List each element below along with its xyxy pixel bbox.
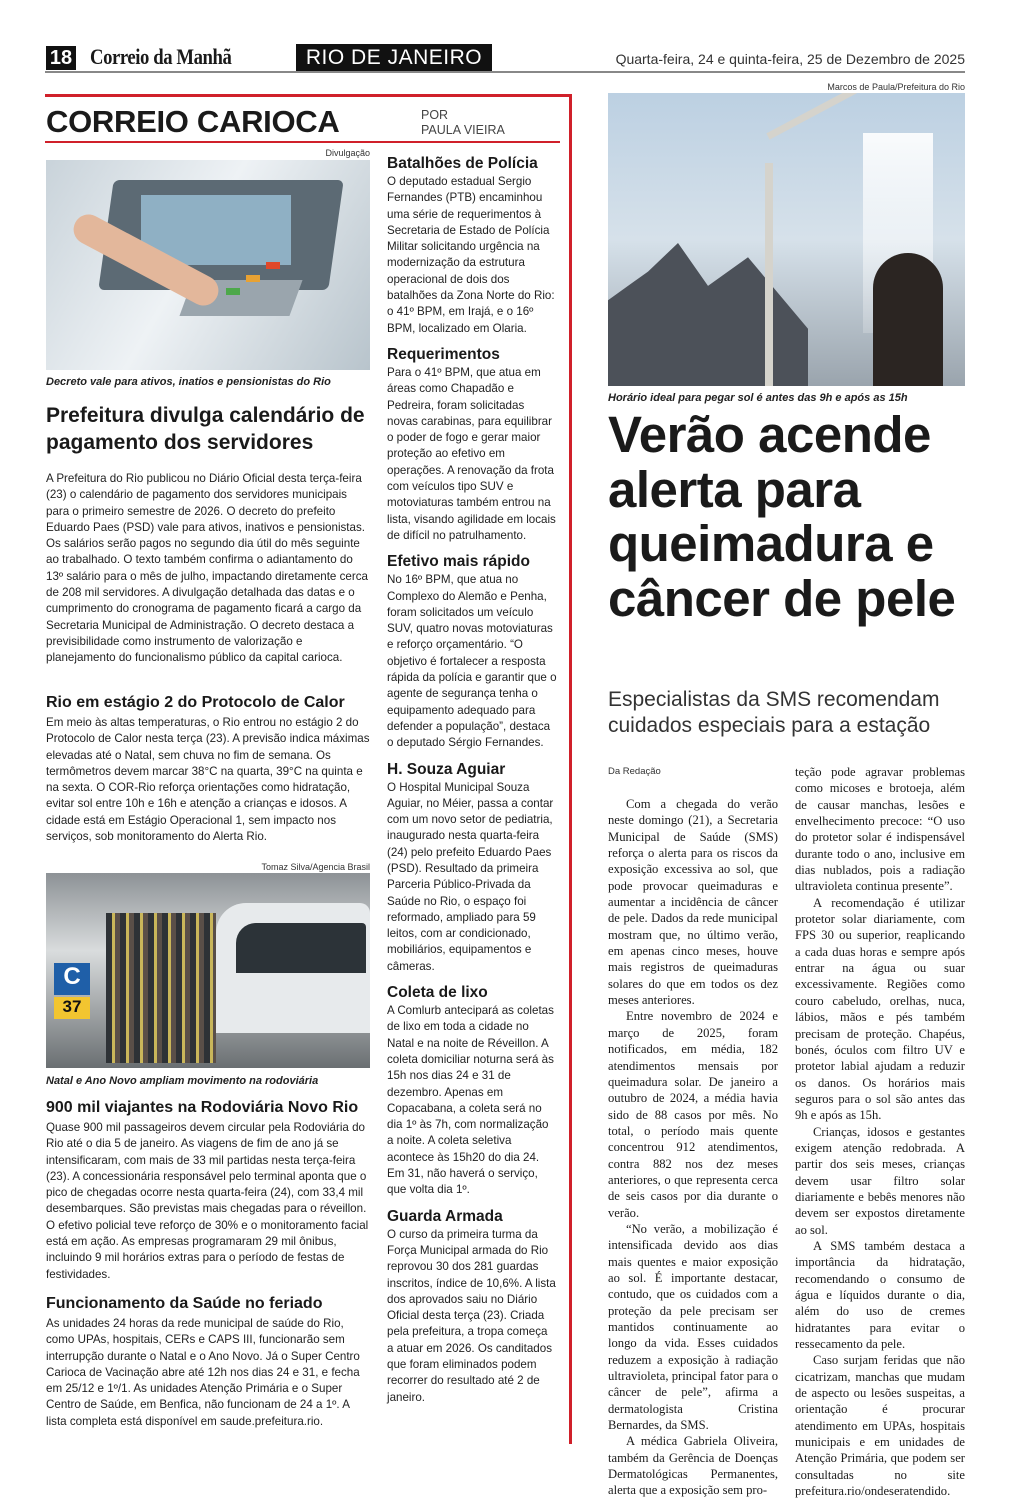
atm-photo bbox=[46, 160, 370, 370]
note-body: O curso da primeira turma da Força Municipal armada do Rio reprovou 30 dos 281 guardas inscritos, índice de 10,6%. A lista dos aprovados saiu no Diário Oficial desta terça (23). Criada pela prefeitura, a tropa começa a atuar em 2026. Os canditados que foram eliminados podem recorrer do resultado até 2 de janeiro. bbox=[387, 1227, 556, 1404]
column-byline bbox=[421, 108, 505, 138]
note-headline: Guarda Armada bbox=[387, 1207, 503, 1225]
header-divider bbox=[45, 71, 965, 73]
column-frame-top bbox=[45, 94, 572, 97]
column-title-underline bbox=[45, 141, 560, 143]
newspaper-logo: Correio da Manhã bbox=[90, 44, 232, 69]
note-headline: H. Souza Aguiar bbox=[387, 760, 506, 778]
photo-credit: Tomaz Silva/Agencia Brasil bbox=[261, 862, 370, 872]
note-headline: Requerimentos bbox=[387, 345, 500, 363]
photo-credit: Marcos de Paula/Prefeitura do Rio bbox=[827, 82, 965, 92]
paragraph: A recomendação é utilizar protetor solar diariamente, com FPS 30 ou superior, reaplicando a cada duas horas e sempre após entrar na água ou suar excessivamente. Regiões como couro cabeludo, orelhas, nuca, lábios, mãos e pés também precisam de proteção. Chapéus, bonés, óculos com filtro UV e protetor labial ajudam a reduzir os danos. Os horários mais seguros para o sol são antes das 9h e após as 15h. bbox=[795, 895, 965, 1123]
main-subtitle: Especialistas da SMS recomendam cuidados especiais para a estação bbox=[608, 688, 940, 737]
main-headline: Verão acende alerta para queimadura e câncer de pele bbox=[608, 406, 956, 627]
note-body: A Comlurb antecipará as coletas de lixo em toda a cidade no Natal e na noite de Réveillon. A coleta domiciliar noturna será às 15h nos dias 24 e 31 de dezembro. Apenas em Copacabana, a coleta será no dia 1º às 7h, com normalização a noite. A coleta seletiva acontece às 15h20 do dia 24. Em 31, não haverá o serviço, que volta dia 1º. bbox=[387, 1004, 554, 1197]
bus-station-photo bbox=[46, 873, 370, 1068]
platform-sign-letter: C bbox=[54, 963, 90, 995]
paragraph: Entre novembro de 2024 e março de 2025, foram notificados, em média, 182 atendimentos mensais por queimadura solar. De janeiro a outubro de 2024, a média havia sido de 88 casos por mês. No total, o período mais quente concentrou 912 atendimentos, contra 882 nos dez meses anteriores, o que representa cerca de seis casos por dia durante o verão. bbox=[608, 1009, 778, 1220]
paragraph: Com a chegada do verão neste domingo (21), a Secretaria Municipal de Saúde (SMS) reforça o alerta para os riscos da exposição excessiva ao sol, que pode provocar queimaduras e aumentar a incidência de câncer de pele. Dados da rede municipal mostram que, no último verão, em apenas cinco meses, houve mais registros de queimaduras solares do que em todos os dez meses anteriores. bbox=[608, 797, 778, 1008]
article-column-1 bbox=[608, 796, 778, 1499]
photo-caption: Natal e Ano Novo ampliam movimento na rodoviária bbox=[46, 1075, 319, 1087]
article-headline: Funcionamento da Saúde no feriado bbox=[46, 1295, 323, 1312]
article-headline: 900 mil viajantes na Rodoviária Novo Rio bbox=[46, 1099, 359, 1116]
photo-caption: Horário ideal para pegar sol é antes das 9h e após as 15h bbox=[608, 392, 908, 404]
article-body: As unidades 24 horas da rede municipal de saúde do Rio, como UPAs, hospitais, CERs e CAPS III, funcionarão sem interrupção durante o Natal e o Ano Novo. Já o Super Centro Carioca de Vacinação abre até 12h nos dias 24 e 31, e fecha em 25/12 e 1º/1. As unidades Atenção Primária e o Super Centro de Saúde, em Benfica, não funcionam de 24 a 1º. A lista completa está disponível em saude.prefeitura.rio. bbox=[46, 1317, 360, 1428]
edition-date: Quarta-feira, 24 e quinta-feira, 25 de Dezembro de 2025 bbox=[615, 51, 965, 67]
notes-column bbox=[387, 152, 557, 1414]
byline-author: PAULA VIEIRA bbox=[421, 123, 505, 137]
article-body: A Prefeitura do Rio publicou no Diário Oficial desta terça-feira (23) o calendário de pagamento dos servidores municipais para o primeiro semestre de 2026. O decreto do prefeito Eduardo Paes (PSD) vale para ativos, inativos e pensionistas. Os salários serão pagos no segundo dia útil do mês seguinte ao trabalhado. O texto também confirma o adiantamento do 13º salário para o mês de julho, impactando diretamente cerca de 208 mil servidores. A divulgação detalhada das datas e o cumprimento do cronograma de pagamento ficará a cargo da Secretaria Municipal de Administração. O decreto destaca a previsibilidade como instrumento de valorização e planejamento do funcionalismo público da capital carioca. bbox=[46, 472, 368, 665]
paragraph: “No verão, a mobilização é intensificada devido aos dias mais quentes e maior exposição ao sol. É importante destacar, contudo, que os cuidados com a proteção da pele precisam ser mantidos continuamente ao longo da vida. Esses cuidados reduzem a exposição à radiação ultravioleta, principal fator para o câncer de pele”, afirma a dermatologista Cristina Bernardes, da SMS. bbox=[608, 1221, 778, 1433]
article-headline: Rio em estágio 2 do Protocolo de Calor bbox=[46, 694, 345, 711]
byline-prefix: POR bbox=[421, 108, 449, 122]
column-title: CORREIO CARIOCA bbox=[46, 104, 340, 139]
beach-shower-photo bbox=[608, 93, 965, 386]
note-body: O deputado estadual Sergio Fernandes (PTB) encaminhou uma série de requerimentos à Secretaria de Estado de Polícia Militar solicitando urgência na modernização da estrutura operacional de dois dos batalhões da Zona Norte do Rio: o 41º BPM, em Irajá, e o 16º BPM, localizado em Olaria. bbox=[387, 175, 555, 335]
article-byline: Da Redação bbox=[608, 766, 661, 777]
column-frame-right bbox=[569, 94, 572, 1444]
paragraph: Caso surjam feridas que não cicatrizam, manchas que mudam de aspecto ou lesões suspeitas, a orientação é procurar atendimento em UPAs, hospitais municipais e em unidades de Atenção Primária, que podem ser consultadas no site prefeitura.rio/ondeseratendido. bbox=[795, 1353, 965, 1499]
paragraph: A médica Gabriela Oliveira, também da Gerência de Doenças Dermatológicas Permanentes, alerta que a exposição sem pro- bbox=[608, 1434, 778, 1498]
photo-caption: Decreto vale para ativos, inatios e pensionistas do Rio bbox=[46, 376, 331, 388]
paragraph: A SMS também destaca a importância da hidratação, recomendando o consumo de água e líquidos durante o dia, além do uso de cremes hidratantes para evitar o ressecamento da pele. bbox=[795, 1238, 965, 1352]
note-headline: Coleta de lixo bbox=[387, 984, 488, 1002]
note-body: O Hospital Municipal Souza Aguiar, no Méier, passa a contar com um novo setor de pediatria, inaugurado nesta quarta-feira (24) pelo prefeito Eduardo Paes (PSD). Resultado da primeira Parceria Público-Privada da Saúde no Rio, o espaço foi reformado, ampliado para 59 leitos, com ar condicionado, mobiliários, equipamentos e câmeras. bbox=[387, 780, 554, 973]
photo-credit: Divulgação bbox=[325, 148, 370, 158]
section-label: RIO DE JANEIRO bbox=[296, 44, 492, 71]
paragraph: Crianças, idosos e gestantes exigem atenção redobrada. A partir dos seis meses, crianças devem usar filtro solar diariamente e bebês menores não devem ser expostos diretamente ao sol. bbox=[795, 1124, 965, 1237]
note-body: No 16º BPM, que atua no Complexo do Alemão e Penha, foram solicitados um veículo SUV, quatro novas motoviaturas e reforço orçamentário. “O objetivo é fortalecer a resposta rápida da polícia e garantir que o agente de segurança tenha o equipamento adequado para defender a população”, destaca o deputado Sérgio Fernandes. bbox=[387, 573, 557, 750]
note-headline: Batalhões de Polícia bbox=[387, 155, 538, 172]
article-body: Quase 900 mil passageiros devem circular pela Rodoviária do Rio até o dia 5 de janeiro. As viagens de fim de ano já se intensificaram, com mais de 33 mil partidas nesta terça-feira (23). A concessionária responsável pelo terminal aponta que o pico de chegadas ocorre nesta quarta-feira (24), com 33,4 mil desembarques. São previstas mais chegadas para o réveillon. O efetivo policial teve reforço de 30% e o monitoramento facial está em ação. As empresas programaram 29 mil ônibus, incluindo 9 mil horários extras para o período de festas de festividades. bbox=[46, 1121, 369, 1281]
paragraph: teção pode agravar problemas como micoses e brotoeja, além de causar manchas, lesões e envelhecimento precoce: “O uso do protetor solar é indispensável durante todo o ano, inclusive em dias nublados, pois a radiação ultravioleta continua presente”. bbox=[795, 765, 965, 894]
page-number: 18 bbox=[46, 46, 76, 70]
article-column-2 bbox=[795, 764, 965, 1499]
note-headline: Efetivo mais rápido bbox=[387, 553, 530, 571]
platform-sign-number: 37 bbox=[54, 997, 90, 1019]
note-body: Para o 41º BPM, que atua em áreas como Chapadão e Pedreira, foram solicitadas novas carabinas, para equilibrar o poder de fogo e gerar maior proteção ao efetivo em operações. A renovação da frota com veículos tipo SUV e motoviaturas também entrou na lista, visando agilidade em locais de difícil no patrulhamento. bbox=[387, 365, 556, 542]
article-headline: Prefeitura divulga calendário de pagamento dos servidores bbox=[46, 404, 365, 454]
article-body: Em meio às altas temperaturas, o Rio entrou no estágio 2 do Protocolo de Calor nesta terça (23). A previsão indica máximas elevadas até o Natal, sem chuva no fim de semana. Os termômetros devem marcar 38°C na quarta, 39°C na quinta e na sexta. O COR-Rio reforça orientações como hidratação, evitar sol entre 10h e 16h e atenção a crianças e idosos. A cidade está em Estágio Operacional 1, sem impacto nos serviços, sob monitoramento do Alerta Rio. bbox=[46, 716, 370, 844]
